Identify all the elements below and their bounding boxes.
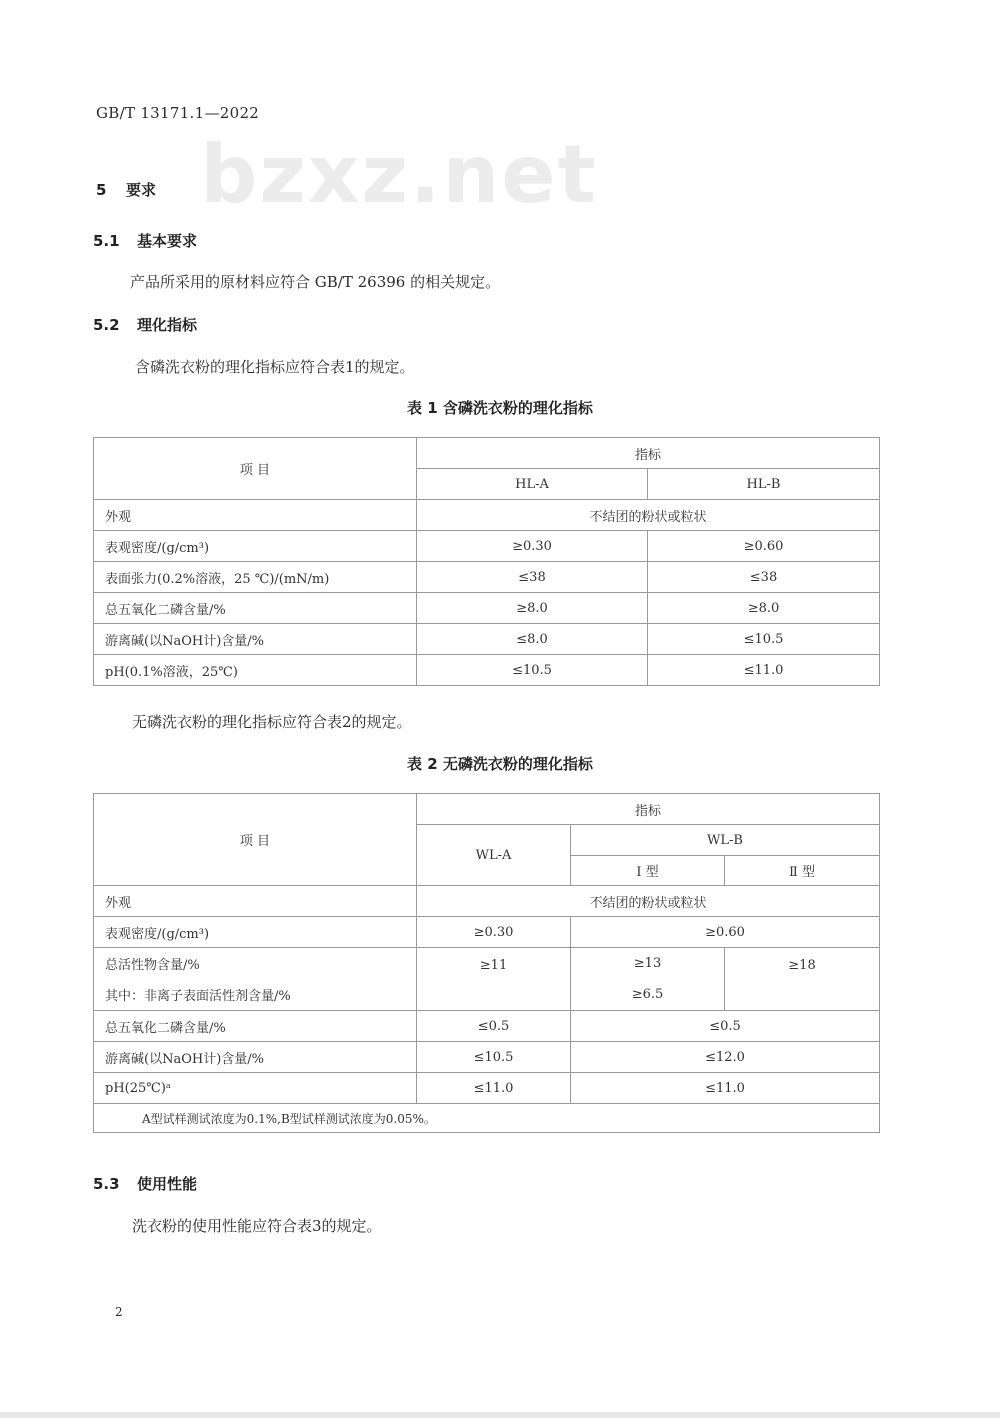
table-1: [93, 437, 880, 686]
section-5-3-heading: [93, 1173, 197, 1194]
table-2-footnote: A型试样测试浓度为0.1%,B型试样测试浓度为0.05%。: [94, 1104, 880, 1133]
table-row: [94, 1042, 880, 1073]
value-hl-a: ≤10.5: [417, 655, 648, 686]
table-1-header-index: 指标: [417, 438, 880, 469]
table-row: [94, 1104, 880, 1133]
table-row: [94, 1073, 880, 1104]
value-hl-b: ≤11.0: [648, 655, 880, 686]
table-row: [94, 531, 880, 562]
table-row: [94, 655, 880, 686]
table-2-appearance-value: 不结团的粉状或粒状: [417, 886, 880, 917]
table-2-caption: 表 2 无磷洗衣粉的理化指标: [407, 755, 593, 773]
active-matter-label: 总活性物含量/%: [105, 958, 200, 973]
value-wl-b-type-1: [571, 948, 725, 1011]
section-5-1-title: 基本要求: [137, 232, 198, 250]
row-label: pH(25℃)ᵃ: [94, 1073, 417, 1104]
value-wl-b: ≤11.0: [571, 1073, 880, 1104]
value-wl-a: ≤0.5: [417, 1011, 571, 1042]
section-5-1-number: 5.1: [93, 232, 120, 250]
table-row: [94, 500, 880, 531]
table-2-header-type-2: Ⅱ 型: [725, 856, 880, 886]
section-5-2-text-1: 含磷洗衣粉的理化指标应符合表1的规定。: [135, 358, 415, 376]
row-label: 游离碱(以NaOH计)含量/%: [94, 624, 417, 655]
table-row: [94, 917, 880, 948]
table-row: [94, 1011, 880, 1042]
active-matter-type-1: ≥13: [633, 956, 662, 971]
page-bottom-edge: [0, 1412, 1000, 1418]
table-2-header-wl-a: WL-A: [417, 825, 571, 886]
table-2-header-wl-b: WL-B: [571, 825, 880, 856]
nonionic-surfactant-label: 其中：非离子表面活性剂含量/%: [105, 989, 291, 1004]
table-1-header-item: 项 目: [94, 438, 417, 500]
row-label: 游离碱(以NaOH计)含量/%: [94, 1042, 417, 1073]
value-hl-a: ≥8.0: [417, 593, 648, 624]
nonionic-surfactant-type-1: ≥6.5: [631, 987, 664, 1002]
watermark: bzxz.net: [200, 128, 598, 221]
value-hl-b: ≥0.60: [648, 531, 880, 562]
table-row: [94, 948, 880, 1011]
document-number: GB/T 13171.1—2022: [96, 104, 260, 122]
section-5-3-text: 洗衣粉的使用性能应符合表3的规定。: [132, 1217, 382, 1235]
table-row: [94, 593, 880, 624]
table-2-header-item: 项 目: [94, 794, 417, 886]
section-5-1-heading: [93, 230, 197, 251]
section-5-2-heading: [93, 314, 197, 335]
value-wl-b-type-2: ≥18: [725, 948, 880, 1011]
page-number: 2: [115, 1305, 123, 1319]
section-5-1-text: 产品所采用的原材料应符合 GB/T 26396 的相关规定。: [130, 273, 501, 291]
table-1-appearance-value: 不结团的粉状或粒状: [417, 500, 880, 531]
value-wl-b: ≤0.5: [571, 1011, 880, 1042]
section-5-number: 5: [96, 181, 107, 199]
section-5-2-title: 理化指标: [137, 316, 198, 334]
value-wl-b: ≥0.60: [571, 917, 880, 948]
table-row: [94, 886, 880, 917]
table-2: [93, 793, 880, 1133]
row-label: 表面张力(0.2%溶液，25 ℃)/(mN/m): [94, 562, 417, 593]
row-label: 总五氧化二磷含量/%: [94, 1011, 417, 1042]
value-hl-b: ≤38: [648, 562, 880, 593]
table-1-header-hl-b: HL-B: [648, 469, 880, 500]
value-wl-b: ≤12.0: [571, 1042, 880, 1073]
table-2-header-index: 指标: [417, 794, 880, 825]
table-row: [94, 624, 880, 655]
value-wl-a: ≤10.5: [417, 1042, 571, 1073]
row-label: 总五氧化二磷含量/%: [94, 593, 417, 624]
value-wl-a: ≥0.30: [417, 917, 571, 948]
value-hl-a: ≤38: [417, 562, 648, 593]
row-label: pH(0.1%溶液，25℃): [94, 655, 417, 686]
table-2-appearance-label: 外观: [94, 886, 417, 917]
table-1-caption: 表 1 含磷洗衣粉的理化指标: [407, 399, 593, 417]
value-wl-a: ≤11.0: [417, 1073, 571, 1104]
value-wl-a: ≥11: [417, 948, 571, 1011]
section-5-title: 要求: [126, 181, 157, 199]
section-5-2-number: 5.2: [93, 316, 120, 334]
section-5-3-title: 使用性能: [137, 1175, 198, 1193]
value-hl-a: ≥0.30: [417, 531, 648, 562]
value-hl-b: ≥8.0: [648, 593, 880, 624]
section-5-heading: [96, 179, 156, 200]
row-label: 表观密度/(g/cm³): [94, 531, 417, 562]
value-hl-b: ≤10.5: [648, 624, 880, 655]
section-5-2-text-2: 无磷洗衣粉的理化指标应符合表2的规定。: [132, 713, 412, 731]
table-row: [94, 562, 880, 593]
value-hl-a: ≤8.0: [417, 624, 648, 655]
section-5-3-number: 5.3: [93, 1175, 120, 1193]
table-1-appearance-label: 外观: [94, 500, 417, 531]
table-1-header-hl-a: HL-A: [417, 469, 648, 500]
row-label: 表观密度/(g/cm³): [94, 917, 417, 948]
table-2-header-type-1: Ⅰ 型: [571, 856, 725, 886]
row-label: [94, 948, 417, 1011]
